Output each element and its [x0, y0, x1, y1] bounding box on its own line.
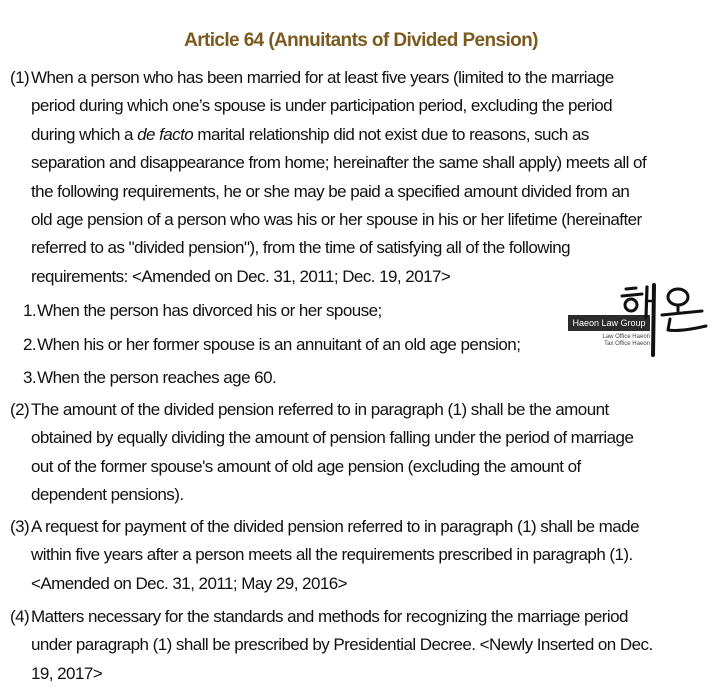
text-line: under paragraph (1) shall be prescribed by Presidential Decree. <Newly Inserted on Dec.	[31, 635, 653, 655]
text-line: dependent pensions).	[31, 485, 184, 505]
paragraph-4	[10, 603, 700, 688]
list-item	[23, 364, 276, 392]
text-line: obtained by equally dividing the amount of pension falling under the period of marriage	[31, 428, 634, 448]
text-line: requirements: <Amended on Dec. 31, 2011; Dec. 19, 2017>	[31, 266, 451, 286]
haeon-logo	[568, 283, 708, 363]
paragraph-number: (4)	[10, 607, 30, 626]
text-line: The amount of the divided pension referred to in paragraph (1) shall be the amount	[31, 400, 609, 419]
item-number: 2.	[23, 335, 37, 354]
paragraph-text	[31, 603, 700, 688]
text-line: Matters necessary for the standards and methods for recognizing the marriage period	[31, 607, 628, 626]
article-title: Article 64 (Annuitants of Divided Pension)	[184, 30, 538, 51]
text-line: old age pension of a person who was his or her spouse in his or her lifetime (hereinafter	[31, 210, 642, 230]
item-text: When the person reaches age 60.	[37, 368, 277, 387]
text-line: out of the former spouse's amount of old age pension (excluding the amount of	[31, 456, 581, 476]
text-line: the following requirements, he or she may be paid a specified amount divided from an	[31, 181, 630, 201]
text-line: When a person who has been married for at least five years (limited to the marriage	[31, 68, 614, 87]
paragraph-1	[10, 64, 700, 291]
paragraph-text	[31, 396, 700, 510]
logo-subtitle: Tax Office Haeon	[604, 341, 650, 347]
item-text: When the person has divorced his or her spouse;	[37, 301, 382, 320]
item-number: 1.	[23, 301, 37, 320]
item-text: When his or her former spouse is an annuitant of an old age pension;	[37, 335, 521, 354]
paragraph-number: (3)	[10, 517, 30, 536]
text-line: period during which one’s spouse is under participation period, excluding the period	[31, 96, 612, 116]
item-number: 3.	[23, 368, 37, 387]
logo-name: Haeon Law Group	[568, 315, 650, 331]
text-line: marital relationship did not exist due to reasons, such as	[197, 124, 589, 144]
paragraph-text	[31, 513, 700, 598]
italic-term: de facto	[137, 124, 194, 144]
paragraph-number: (2)	[10, 400, 30, 419]
text-line: <Amended on Dec. 31, 2011; May 29, 2016>	[31, 573, 348, 593]
paragraph-number: (1)	[10, 68, 30, 87]
paragraph-text	[31, 64, 700, 291]
calligraphy-mark-icon	[620, 283, 710, 363]
text-line: separation and disappearance from home; hereinafter the same shall apply) meets all of	[31, 153, 647, 173]
text-line: A request for payment of the divided pension referred to in paragraph (1) shall be made	[31, 517, 639, 536]
list-item	[23, 331, 520, 359]
logo-subtitle: Law Office Haeon	[602, 334, 650, 340]
list-item	[23, 297, 382, 325]
text-line: within five years after a person meets all the requirements prescribed in paragraph (1).	[31, 545, 633, 565]
paragraph-3	[10, 513, 700, 598]
text-line: referred to as "divided pension"), from the time of satisfying all of the following	[31, 238, 571, 258]
paragraph-2	[10, 396, 700, 510]
text-line: 19, 2017>	[31, 663, 103, 683]
text-line: during which a	[31, 124, 138, 144]
